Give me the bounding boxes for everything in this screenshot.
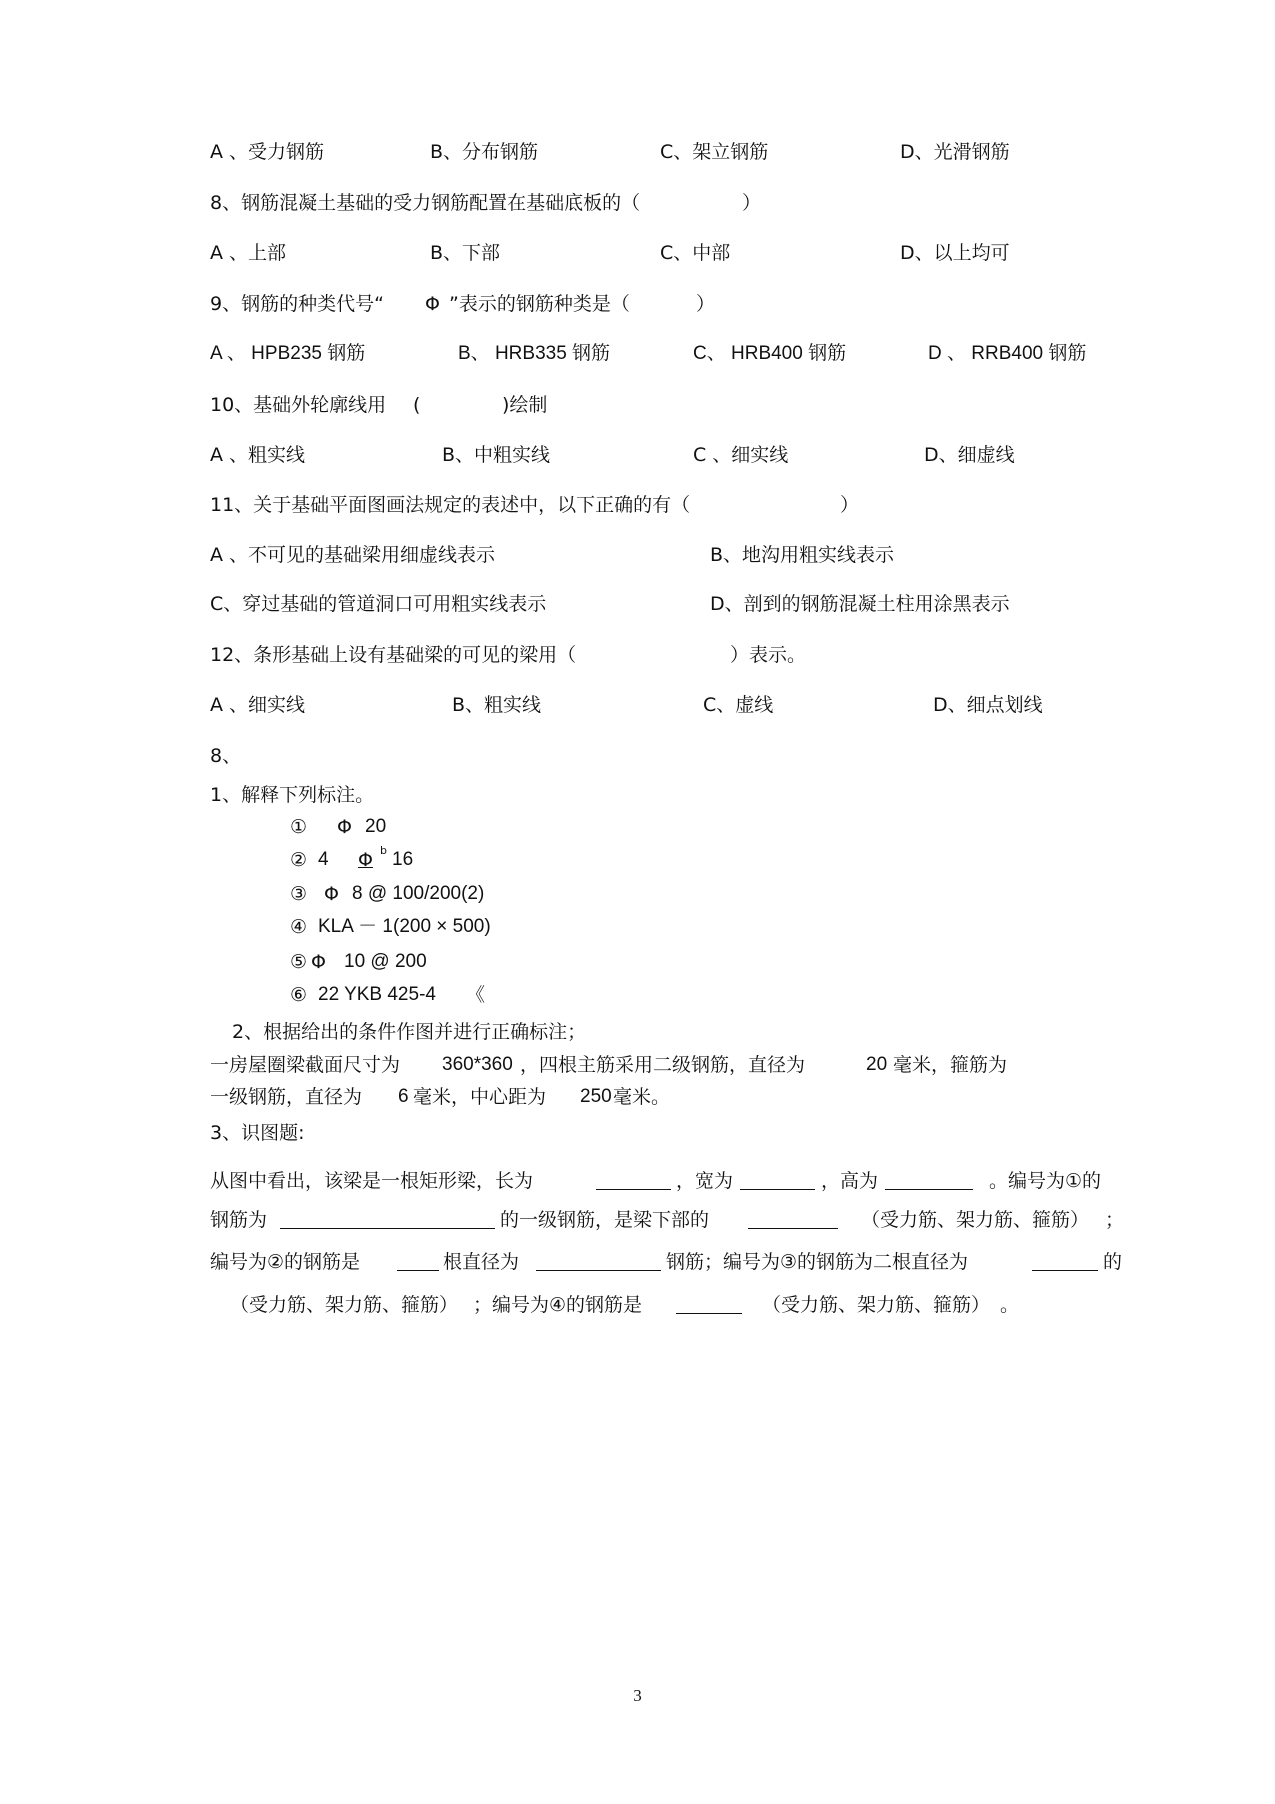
p1-item6-extra: 《	[466, 984, 486, 1006]
p1-item2-pre: 4	[318, 849, 329, 870]
p3-line3-d: 的	[1103, 1251, 1123, 1273]
answer-blank-rebar1[interactable]	[280, 1212, 495, 1229]
q7-option-a: A 、受力钢筋	[210, 141, 325, 163]
p3-line4-d: 。	[1000, 1294, 1020, 1316]
q12-close: ）表示。	[730, 644, 807, 666]
answer-blank-rebar3-diameter[interactable]	[1032, 1254, 1098, 1271]
p3-line2-b: 的一级钢筋，是梁下部的	[500, 1209, 710, 1231]
q9-stem-b: ”表示的钢筋种类是（	[449, 293, 630, 315]
page-number: 3	[633, 1686, 642, 1705]
q11-stem: 11、关于基础平面图画法规定的表述中，以下正确的有（	[210, 494, 691, 516]
answer-blank-length[interactable]	[596, 1173, 671, 1190]
section-mark: 8、	[210, 745, 242, 767]
q10-option-d: D、细虚线	[924, 444, 1015, 466]
p2-line2-b: 6	[398, 1086, 409, 1107]
q10-open: (	[413, 394, 421, 416]
p1-item5-symbol: Φ	[311, 951, 326, 973]
p1-item3-marker: ③	[290, 883, 308, 905]
q9-close: ）	[696, 293, 716, 315]
q11-option-a: A 、不可见的基础梁用细虚线表示	[210, 544, 496, 566]
q11-option-b: B、地沟用粗实线表示	[710, 544, 895, 566]
answer-blank-rebar4[interactable]	[676, 1297, 742, 1314]
p1-item3-text: 8 @ 100/200(2)	[352, 883, 485, 904]
answer-blank-rebar1-type[interactable]	[748, 1212, 838, 1229]
p3-title: 3、识图题:	[210, 1122, 305, 1144]
p1-item1-text: 20	[365, 816, 387, 837]
p2-line2-d: 250	[580, 1086, 612, 1107]
p1-item6-marker: ⑥	[290, 984, 308, 1006]
p3-line1-b: ，宽为	[676, 1170, 734, 1192]
p1-item4-marker: ④	[290, 916, 308, 938]
q8-option-c: C、中部	[660, 242, 731, 264]
p3-line4-c: （受力筋、架力筋、箍筋）	[762, 1294, 991, 1316]
q8-option-b: B、下部	[430, 242, 501, 264]
q12-option-c: C、虚线	[703, 694, 774, 716]
q10-option-b: B、中粗实线	[442, 444, 551, 466]
p2-line2-c: 毫米，中心距为	[413, 1086, 547, 1108]
p3-line1-c: ，高为	[821, 1170, 879, 1192]
p2-line2-a: 一级钢筋，直径为	[210, 1086, 363, 1108]
p1-item6-text: 22 YKB 425-4	[318, 984, 436, 1005]
q12-option-d: D、细点划线	[933, 694, 1043, 716]
p3-line3-a: 编号为②的钢筋是	[210, 1251, 361, 1273]
q9-stem-a: 9、钢筋的种类代号“	[210, 293, 384, 315]
p3-line4-a: （受力筋、架力筋、箍筋）	[230, 1294, 459, 1316]
q8-option-d: D、以上均可	[900, 242, 1010, 264]
q9-option-a: A 、 HPB235 钢筋	[210, 343, 366, 364]
p3-line2-d: ；	[1105, 1209, 1125, 1231]
q8-option-a: A 、上部	[210, 242, 287, 264]
p2-line1-b: 360*360	[442, 1054, 513, 1075]
q11-option-d: D、剖到的钢筋混凝土柱用涂黑表示	[710, 593, 1010, 615]
answer-blank-rebar2-count[interactable]	[397, 1254, 439, 1271]
q9-symbol: Φ	[425, 293, 440, 315]
p3-line4-b: ；编号为④的钢筋是	[473, 1294, 643, 1316]
p2-line1-c: ，四根主筋采用二级钢筋，直径为	[520, 1054, 806, 1076]
p3-line2-a: 钢筋为	[210, 1209, 268, 1231]
p1-title: 1、解释下列标注。	[210, 784, 375, 806]
p3-line1-a: 从图中看出，该梁是一根矩形梁，长为	[210, 1170, 534, 1192]
p1-item2-text: 16	[392, 849, 414, 870]
q12-option-b: B、粗实线	[452, 694, 542, 716]
p1-item1-marker: ①	[290, 816, 308, 838]
p3-line3-b: 根直径为	[443, 1251, 520, 1273]
p3-line1-d: 。编号为①的	[989, 1170, 1102, 1192]
q7-option-c: C、架立钢筋	[660, 141, 769, 163]
q8-close: ）	[742, 192, 762, 214]
q12-option-a: A 、细实线	[210, 694, 306, 716]
p2-line1-e: 毫米，箍筋为	[893, 1054, 1008, 1076]
p2-line2-e: 毫米。	[613, 1086, 671, 1108]
q10-option-c: C 、细实线	[693, 444, 789, 466]
q9-option-d: D 、 RRB400 钢筋	[928, 343, 1087, 364]
p2-line1-d: 20	[866, 1054, 888, 1075]
p3-line2-c: （受力筋、架力筋、箍筋）	[861, 1209, 1090, 1231]
p1-item2-marker: ②	[290, 849, 308, 871]
p3-line3-c: 钢筋；编号为③的钢筋为二根直径为	[666, 1251, 969, 1273]
q7-option-b: B、分布钢筋	[430, 141, 539, 163]
answer-blank-height[interactable]	[885, 1173, 973, 1190]
p2-line1-a: 一房屋圈梁截面尺寸为	[210, 1054, 401, 1076]
answer-blank-width[interactable]	[740, 1173, 815, 1190]
q8-stem: 8、钢筋混凝土基础的受力钢筋配置在基础底板的（	[210, 192, 641, 214]
p1-item5-marker: ⑤	[290, 951, 308, 973]
p1-item5-text: 10 @ 200	[344, 951, 427, 972]
p1-item1-symbol: Φ	[337, 816, 352, 838]
q10-option-a: A 、粗实线	[210, 444, 306, 466]
q11-close: ）	[840, 494, 860, 516]
p1-item2-symbol: Φ	[358, 849, 373, 871]
q9-option-b: B、 HRB335 钢筋	[458, 343, 611, 364]
p1-item4-text: KLA － 1(200 × 500)	[318, 916, 491, 937]
p1-item2-sup: b	[380, 844, 387, 857]
q7-option-d: D、光滑钢筋	[900, 141, 1010, 163]
q11-option-c: C、穿过基础的管道洞口可用粗实线表示	[210, 593, 547, 615]
answer-blank-rebar2-diameter[interactable]	[536, 1254, 661, 1271]
q10-stem: 10、基础外轮廓线用	[210, 394, 387, 416]
q12-stem: 12、条形基础上设有基础梁的可见的梁用（	[210, 644, 577, 666]
q9-option-c: C、 HRB400 钢筋	[693, 343, 847, 364]
q10-close: )绘制	[502, 394, 548, 416]
p2-title: 2、根据给出的条件作图并进行正确标注；	[232, 1021, 587, 1043]
p1-item3-symbol: Φ	[324, 883, 339, 905]
